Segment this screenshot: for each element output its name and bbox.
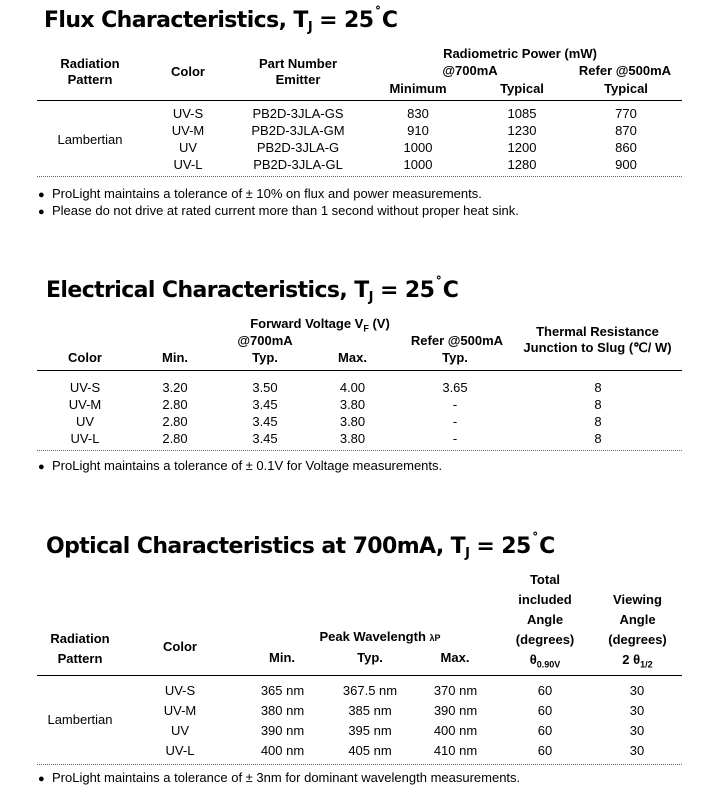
table-row: UV PB2D-3JLA-G 1000 1200 860 (178, 140, 637, 155)
flux-header-radiation: Radiation Pattern (60, 56, 120, 87)
optical-header-total-angle: Total included Angle (degrees) $\theta_{0.90V}$ (515, 572, 575, 670)
optical-note-1: ● ProLight maintains a tolerance of ± 3nm for dominant wavelength measurements. (38, 770, 521, 785)
electrical-header-min: Min. (162, 350, 188, 365)
electrical-header-typ-ref: Typ. (442, 350, 468, 365)
flux-header-minimum: Minimum (389, 81, 447, 96)
bullet-icon: ● (38, 206, 45, 218)
flux-header-radiometric: Radiometric Power (mW) (443, 46, 597, 61)
optical-bottom-rule (37, 764, 682, 765)
table-row: UV-S PB2D-3JLA-GS 830 1085 770 (172, 106, 637, 121)
electrical-header-typ: Typ. (252, 350, 278, 365)
flux-note-2: ● Please do not drive at rated current more than 1 second without proper heat sink. (38, 203, 519, 218)
flux-header-typical: Typical (500, 81, 544, 96)
flux-note-1: ● ProLight maintains a tolerance of ± 10% on flux and power measurements. (38, 186, 482, 201)
table-row: UV-L PB2D-3JLA-GL 1000 1280 900 (173, 157, 637, 172)
flux-bottom-rule (37, 176, 682, 177)
optical-header-min: Min. (269, 650, 295, 665)
electrical-header-thermal: Thermal Resistance Junction to Slug (℃/ W) (523, 324, 672, 355)
optical-pattern-lambertian: Lambertian (47, 712, 113, 727)
electrical-title: Electrical Characteristics, $T_J = 25^˚C$ (46, 276, 459, 305)
flux-rows (0, 105, 715, 173)
bullet-icon: ● (38, 189, 45, 201)
bullet-icon: ● (38, 461, 45, 473)
table-row: UV 2.80 3.45 3.80 - 8 (75, 414, 602, 429)
flux-header-color: Color (171, 64, 205, 79)
electrical-header-rule (37, 370, 682, 371)
electrical-bottom-rule (37, 450, 682, 451)
table-row: UV-S 365 nm 367.5 nm 370 nm 60 30 (164, 683, 645, 698)
table-row: UV-M 380 nm 385 nm 390 nm 60 30 (163, 703, 645, 718)
optical-header-viewing-angle: Viewing Angle (degrees) 2 $\theta_{1/2}$ (608, 592, 667, 670)
optical-header-max: Max. (440, 650, 470, 665)
optical-header-rule (37, 675, 682, 676)
electrical-header-color: Color (68, 350, 102, 365)
flux-header-rule (37, 100, 682, 101)
flux-header-typical-ref: Typical (604, 81, 648, 96)
flux-pattern-lambertian: Lambertian (57, 132, 123, 147)
electrical-header-forward-voltage: Forward Voltage $V_F$ (V) (250, 316, 390, 334)
table-row: UV-L 2.80 3.45 3.80 - 8 (70, 431, 602, 446)
electrical-header-refer500: Refer @500mA (410, 333, 504, 348)
flux-header-at700: @700mA (442, 63, 498, 78)
optical-rows (0, 682, 715, 762)
flux-title: Flux Characteristics, $T_J = 25^˚C$ (44, 6, 398, 35)
flux-header-refer500: Refer @500mA (578, 63, 672, 78)
electrical-header-at700: @700mA (237, 333, 293, 348)
optical-header-peak-wavelength: Peak Wavelength λP (319, 629, 441, 644)
electrical-rows (0, 379, 715, 447)
table-row: UV-S 3.20 3.50 4.00 3.65 8 (69, 380, 602, 395)
table-row: UV-L 400 nm 405 nm 410 nm 60 30 (165, 743, 645, 758)
table-row: UV-M 2.80 3.45 3.80 - 8 (68, 397, 602, 412)
optical-header-radiation: Radiation Pattern (50, 631, 110, 666)
optical-title: Optical Characteristics at 700mA, $T_J = 25^˚C$ (46, 532, 555, 561)
flux-header-part-number: Part Number Emitter (258, 56, 338, 87)
bullet-icon: ● (38, 773, 45, 785)
table-row: UV-M PB2D-3JLA-GM 910 1230 870 (171, 123, 637, 138)
electrical-note-1: ● ProLight maintains a tolerance of ± 0.1V for Voltage measurements. (38, 458, 443, 473)
optical-header-color: Color (163, 639, 197, 654)
table-row: UV 390 nm 395 nm 400 nm 60 30 (170, 723, 645, 738)
optical-header-typ: Typ. (357, 650, 383, 665)
electrical-header-max: Max. (338, 350, 367, 365)
